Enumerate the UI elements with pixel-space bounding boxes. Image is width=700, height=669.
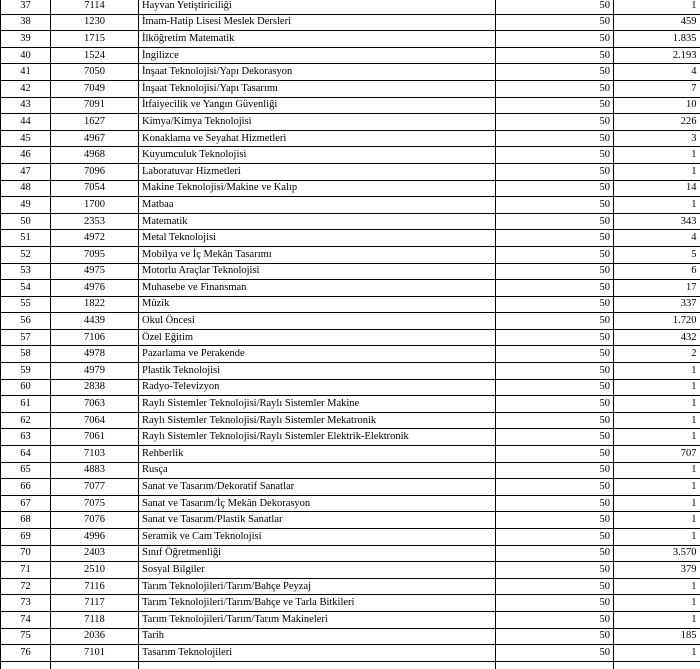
program-code-cell: 7075 — [51, 495, 139, 512]
quota-cell: 50 — [496, 47, 614, 64]
table-row — [1, 595, 700, 612]
table-row — [1, 147, 700, 164]
quota-cell: 50 — [496, 379, 614, 396]
program-name-cell: Sanat ve Tasarım/İç Mekân Dekorasyon — [139, 495, 496, 512]
quota-cell: 50 — [496, 80, 614, 97]
program-name-cell: Mobilya ve İç Mekân Tasarımı — [139, 246, 496, 263]
table-row — [1, 363, 700, 380]
quota-cell: 50 — [496, 313, 614, 330]
quota-cell: 50 — [496, 213, 614, 230]
quota-cell: 50 — [496, 163, 614, 180]
row-number-cell: 40 — [1, 47, 51, 64]
quota-cell: 50 — [496, 495, 614, 512]
table-row — [1, 479, 700, 496]
program-name-cell: Özel Eğitim — [139, 329, 496, 346]
program-name-cell: Motorlu Araçlar Teknolojisi — [139, 263, 496, 280]
count-cell: 4 — [614, 64, 700, 81]
row-number-cell: 38 — [1, 14, 51, 31]
row-number-cell: 53 — [1, 263, 51, 280]
table-row — [1, 645, 700, 662]
table-row — [1, 396, 700, 413]
row-number-cell: 56 — [1, 313, 51, 330]
row-number-cell: 51 — [1, 230, 51, 247]
count-cell: 14 — [614, 180, 700, 197]
table-row — [1, 545, 700, 562]
row-number-cell: 66 — [1, 479, 51, 496]
program-name-cell: Rusça — [139, 462, 496, 479]
count-cell: 1 — [614, 163, 700, 180]
program-code-cell: 7076 — [51, 512, 139, 529]
program-name-cell: Müzik — [139, 296, 496, 313]
row-number-cell: 39 — [1, 31, 51, 48]
row-number-cell: 61 — [1, 396, 51, 413]
table-row — [1, 0, 700, 14]
count-cell: 1.835 — [614, 31, 700, 48]
program-code-cell: 7064 — [51, 412, 139, 429]
row-number-cell: 57 — [1, 329, 51, 346]
count-cell: 1 — [614, 645, 700, 662]
count-cell: 6 — [614, 263, 700, 280]
row-number-cell: 60 — [1, 379, 51, 396]
quota-cell: 50 — [496, 246, 614, 263]
program-code-cell: 7077 — [51, 479, 139, 496]
program-code-cell: 4978 — [51, 346, 139, 363]
quota-cell: 50 — [496, 595, 614, 612]
count-cell: 1 — [614, 147, 700, 164]
quota-cell: 50 — [496, 462, 614, 479]
program-name-cell: Okul Öncesi — [139, 313, 496, 330]
program-code-cell: 4976 — [51, 280, 139, 297]
program-code-cell: 2403 — [51, 545, 139, 562]
quota-cell: 50 — [496, 147, 614, 164]
table-row — [1, 578, 700, 595]
count-cell: 707 — [614, 446, 700, 463]
row-number-cell: 67 — [1, 495, 51, 512]
quota-cell: 50 — [496, 479, 614, 496]
program-name-cell: Tarım Teknolojileri/Tarım/Bahçe ve Tarla Bitkileri — [139, 595, 496, 612]
table-row — [1, 313, 700, 330]
program-name-cell: İmam-Hatip Lisesi Meslek Dersleri — [139, 14, 496, 31]
program-code-cell: 7049 — [51, 80, 139, 97]
count-cell: 1 — [614, 412, 700, 429]
table-row — [1, 412, 700, 429]
table-row — [1, 529, 700, 546]
quota-cell: 50 — [496, 180, 614, 197]
count-cell: 7 — [614, 80, 700, 97]
program-name-cell: Kimya/Kimya Teknolojisi — [139, 114, 496, 131]
table-row — [1, 329, 700, 346]
row-number-cell: 37 — [1, 0, 51, 14]
program-name-cell: İnşaat Teknolojisi/Yapı Dekorasyon — [139, 64, 496, 81]
program-code-cell: 4439 — [51, 313, 139, 330]
table-row — [1, 197, 700, 214]
count-cell: 2 — [614, 346, 700, 363]
quota-cell: 50 — [496, 562, 614, 579]
program-name-cell: Sanat ve Tasarım/Dekoratif Sanatlar — [139, 479, 496, 496]
program-name-cell: Rehberlik — [139, 446, 496, 463]
count-cell: 1 — [614, 197, 700, 214]
program-code-cell — [51, 661, 139, 669]
program-code-cell: 7061 — [51, 429, 139, 446]
count-cell: 432 — [614, 329, 700, 346]
count-cell: 185 — [614, 628, 700, 645]
quota-cell: 50 — [496, 64, 614, 81]
quota-cell — [496, 661, 614, 669]
row-number-cell: 73 — [1, 595, 51, 612]
program-name-cell: Konaklama ve Seyahat Hizmetleri — [139, 130, 496, 147]
quota-cell: 50 — [496, 645, 614, 662]
program-code-cell: 7050 — [51, 64, 139, 81]
count-cell: 1 — [614, 0, 700, 14]
program-name-cell: İnşaat Teknolojisi/Yapı Tasarımı — [139, 80, 496, 97]
table-row — [1, 296, 700, 313]
table-row — [1, 213, 700, 230]
program-name-cell: Metal Teknolojisi — [139, 230, 496, 247]
table-row — [1, 31, 700, 48]
row-number-cell: 74 — [1, 611, 51, 628]
quota-cell: 50 — [496, 446, 614, 463]
count-cell: 337 — [614, 296, 700, 313]
program-name-cell: Raylı Sistemler Teknolojisi/Raylı Sistemler Makine — [139, 396, 496, 413]
count-cell: 1 — [614, 479, 700, 496]
quota-cell: 50 — [496, 628, 614, 645]
program-name-cell: İlköğretim Matematik — [139, 31, 496, 48]
quota-cell: 50 — [496, 296, 614, 313]
program-name-cell: Matematik — [139, 213, 496, 230]
program-code-cell: 1230 — [51, 14, 139, 31]
table-row — [1, 14, 700, 31]
row-number-cell: 71 — [1, 562, 51, 579]
quota-cell: 50 — [496, 280, 614, 297]
program-code-cell: 4968 — [51, 147, 139, 164]
row-number-cell: 64 — [1, 446, 51, 463]
count-cell: 5 — [614, 246, 700, 263]
table-row — [1, 628, 700, 645]
row-number-cell: 69 — [1, 529, 51, 546]
row-number-cell: 43 — [1, 97, 51, 114]
table-row — [1, 379, 700, 396]
table-body — [1, 0, 700, 669]
table-row — [1, 246, 700, 263]
table-row — [1, 346, 700, 363]
quota-cell: 50 — [496, 512, 614, 529]
count-cell: 459 — [614, 14, 700, 31]
program-name-cell: Makine Teknolojisi/Makine ve Kalıp — [139, 180, 496, 197]
program-code-cell: 7103 — [51, 446, 139, 463]
row-number-cell: 42 — [1, 80, 51, 97]
program-name-cell: Tasarım Teknolojileri — [139, 645, 496, 662]
program-name-cell: Sosyal Bilgiler — [139, 562, 496, 579]
count-cell: 17 — [614, 280, 700, 297]
program-name-cell — [139, 661, 496, 669]
table-row — [1, 263, 700, 280]
program-code-cell: 1700 — [51, 197, 139, 214]
count-cell: 4 — [614, 230, 700, 247]
row-number-cell: 63 — [1, 429, 51, 446]
row-number-cell: 70 — [1, 545, 51, 562]
program-name-cell: Raylı Sistemler Teknolojisi/Raylı Sistemler Elektrik-Elektronik — [139, 429, 496, 446]
program-code-cell: 2036 — [51, 628, 139, 645]
row-number-cell: 49 — [1, 197, 51, 214]
program-code-cell: 4979 — [51, 363, 139, 380]
count-cell — [614, 661, 700, 669]
table-row — [1, 47, 700, 64]
row-number-cell: 75 — [1, 628, 51, 645]
row-number-cell: 76 — [1, 645, 51, 662]
quota-cell: 50 — [496, 0, 614, 14]
count-cell: 2.193 — [614, 47, 700, 64]
count-cell: 1 — [614, 396, 700, 413]
row-number-cell — [1, 661, 51, 669]
count-cell: 226 — [614, 114, 700, 131]
program-name-cell: Muhasebe ve Finansman — [139, 280, 496, 297]
program-code-cell: 4996 — [51, 529, 139, 546]
program-code-cell: 7116 — [51, 578, 139, 595]
quota-cell: 50 — [496, 346, 614, 363]
program-code-cell: 4972 — [51, 230, 139, 247]
table-row — [1, 495, 700, 512]
program-code-cell: 1627 — [51, 114, 139, 131]
table-row — [1, 512, 700, 529]
row-number-cell: 59 — [1, 363, 51, 380]
table-row — [1, 114, 700, 131]
program-code-cell: 4975 — [51, 263, 139, 280]
quota-cell: 50 — [496, 529, 614, 546]
table-row — [1, 97, 700, 114]
table-row — [1, 661, 700, 669]
program-name-cell: Tarım Teknolojileri/Tarım/Bahçe Peyzaj — [139, 578, 496, 595]
count-cell: 379 — [614, 562, 700, 579]
quota-cell: 50 — [496, 97, 614, 114]
program-code-cell: 7091 — [51, 97, 139, 114]
count-cell: 1 — [614, 512, 700, 529]
row-number-cell: 65 — [1, 462, 51, 479]
row-number-cell: 58 — [1, 346, 51, 363]
quota-cell: 50 — [496, 578, 614, 595]
row-number-cell: 50 — [1, 213, 51, 230]
program-name-cell: Matbaa — [139, 197, 496, 214]
table-row — [1, 230, 700, 247]
table-row — [1, 462, 700, 479]
table-row — [1, 64, 700, 81]
count-cell: 1 — [614, 429, 700, 446]
table-row — [1, 80, 700, 97]
count-cell: 3.570 — [614, 545, 700, 562]
row-number-cell: 46 — [1, 147, 51, 164]
program-code-cell: 7114 — [51, 0, 139, 14]
row-number-cell: 52 — [1, 246, 51, 263]
row-number-cell: 47 — [1, 163, 51, 180]
count-cell: 10 — [614, 97, 700, 114]
count-cell: 1 — [614, 363, 700, 380]
program-name-cell: Tarih — [139, 628, 496, 645]
program-code-cell: 4883 — [51, 462, 139, 479]
program-name-cell: İngilizce — [139, 47, 496, 64]
quota-cell: 50 — [496, 14, 614, 31]
program-code-cell: 7118 — [51, 611, 139, 628]
quota-cell: 50 — [496, 545, 614, 562]
count-cell: 1 — [614, 529, 700, 546]
table-row — [1, 429, 700, 446]
count-cell: 343 — [614, 213, 700, 230]
quota-cell: 50 — [496, 429, 614, 446]
count-cell: 1 — [614, 379, 700, 396]
program-name-cell: Kuyumculuk Teknolojisi — [139, 147, 496, 164]
program-name-cell: Seramik ve Cam Teknolojisi — [139, 529, 496, 546]
program-code-cell: 7096 — [51, 163, 139, 180]
program-code-cell: 2510 — [51, 562, 139, 579]
count-cell: 1.720 — [614, 313, 700, 330]
quota-cell: 50 — [496, 31, 614, 48]
count-cell: 1 — [614, 462, 700, 479]
program-name-cell: Sanat ve Tasarım/Plastik Sanatlar — [139, 512, 496, 529]
table-row — [1, 611, 700, 628]
program-code-cell: 1524 — [51, 47, 139, 64]
quota-cell: 50 — [496, 329, 614, 346]
table-row — [1, 280, 700, 297]
table-row — [1, 163, 700, 180]
count-cell: 1 — [614, 595, 700, 612]
quota-cell: 50 — [496, 197, 614, 214]
program-name-cell: Laboratuvar Hizmetleri — [139, 163, 496, 180]
program-code-cell: 4967 — [51, 130, 139, 147]
program-name-cell: Hayvan Yetiştiriciliği — [139, 0, 496, 14]
quota-cell: 50 — [496, 130, 614, 147]
program-code-cell: 7054 — [51, 180, 139, 197]
count-cell: 1 — [614, 495, 700, 512]
row-number-cell: 48 — [1, 180, 51, 197]
program-name-cell: Radyo-Televizyon — [139, 379, 496, 396]
quota-cell: 50 — [496, 230, 614, 247]
count-cell: 3 — [614, 130, 700, 147]
program-name-cell: Raylı Sistemler Teknolojisi/Raylı Sistemler Mekatronik — [139, 412, 496, 429]
row-number-cell: 44 — [1, 114, 51, 131]
row-number-cell: 62 — [1, 412, 51, 429]
quota-cell: 50 — [496, 611, 614, 628]
program-code-cell: 1715 — [51, 31, 139, 48]
program-name-cell: Tarım Teknolojileri/Tarım/Tarım Makineleri — [139, 611, 496, 628]
count-cell: 1 — [614, 578, 700, 595]
program-name-cell: Pazarlama ve Perakende — [139, 346, 496, 363]
count-cell: 1 — [614, 611, 700, 628]
program-code-cell: 1822 — [51, 296, 139, 313]
program-name-cell: İtfaiyecilik ve Yangın Güvenliği — [139, 97, 496, 114]
row-number-cell: 45 — [1, 130, 51, 147]
table-row — [1, 446, 700, 463]
program-code-cell: 7101 — [51, 645, 139, 662]
program-code-cell: 7106 — [51, 329, 139, 346]
program-code-cell: 2838 — [51, 379, 139, 396]
row-number-cell: 55 — [1, 296, 51, 313]
program-name-cell: Plastik Teknolojisi — [139, 363, 496, 380]
quota-cell: 50 — [496, 114, 614, 131]
program-code-cell: 2353 — [51, 213, 139, 230]
program-code-cell: 7095 — [51, 246, 139, 263]
row-number-cell: 68 — [1, 512, 51, 529]
quota-cell: 50 — [496, 363, 614, 380]
row-number-cell: 41 — [1, 64, 51, 81]
quota-cell: 50 — [496, 412, 614, 429]
quota-cell: 50 — [496, 396, 614, 413]
table-row — [1, 130, 700, 147]
program-code-cell: 7117 — [51, 595, 139, 612]
table-row — [1, 180, 700, 197]
program-name-cell: Sınıf Öğretmenliği — [139, 545, 496, 562]
program-code-cell: 7063 — [51, 396, 139, 413]
table-row — [1, 562, 700, 579]
row-number-cell: 72 — [1, 578, 51, 595]
quota-cell: 50 — [496, 263, 614, 280]
row-number-cell: 54 — [1, 280, 51, 297]
